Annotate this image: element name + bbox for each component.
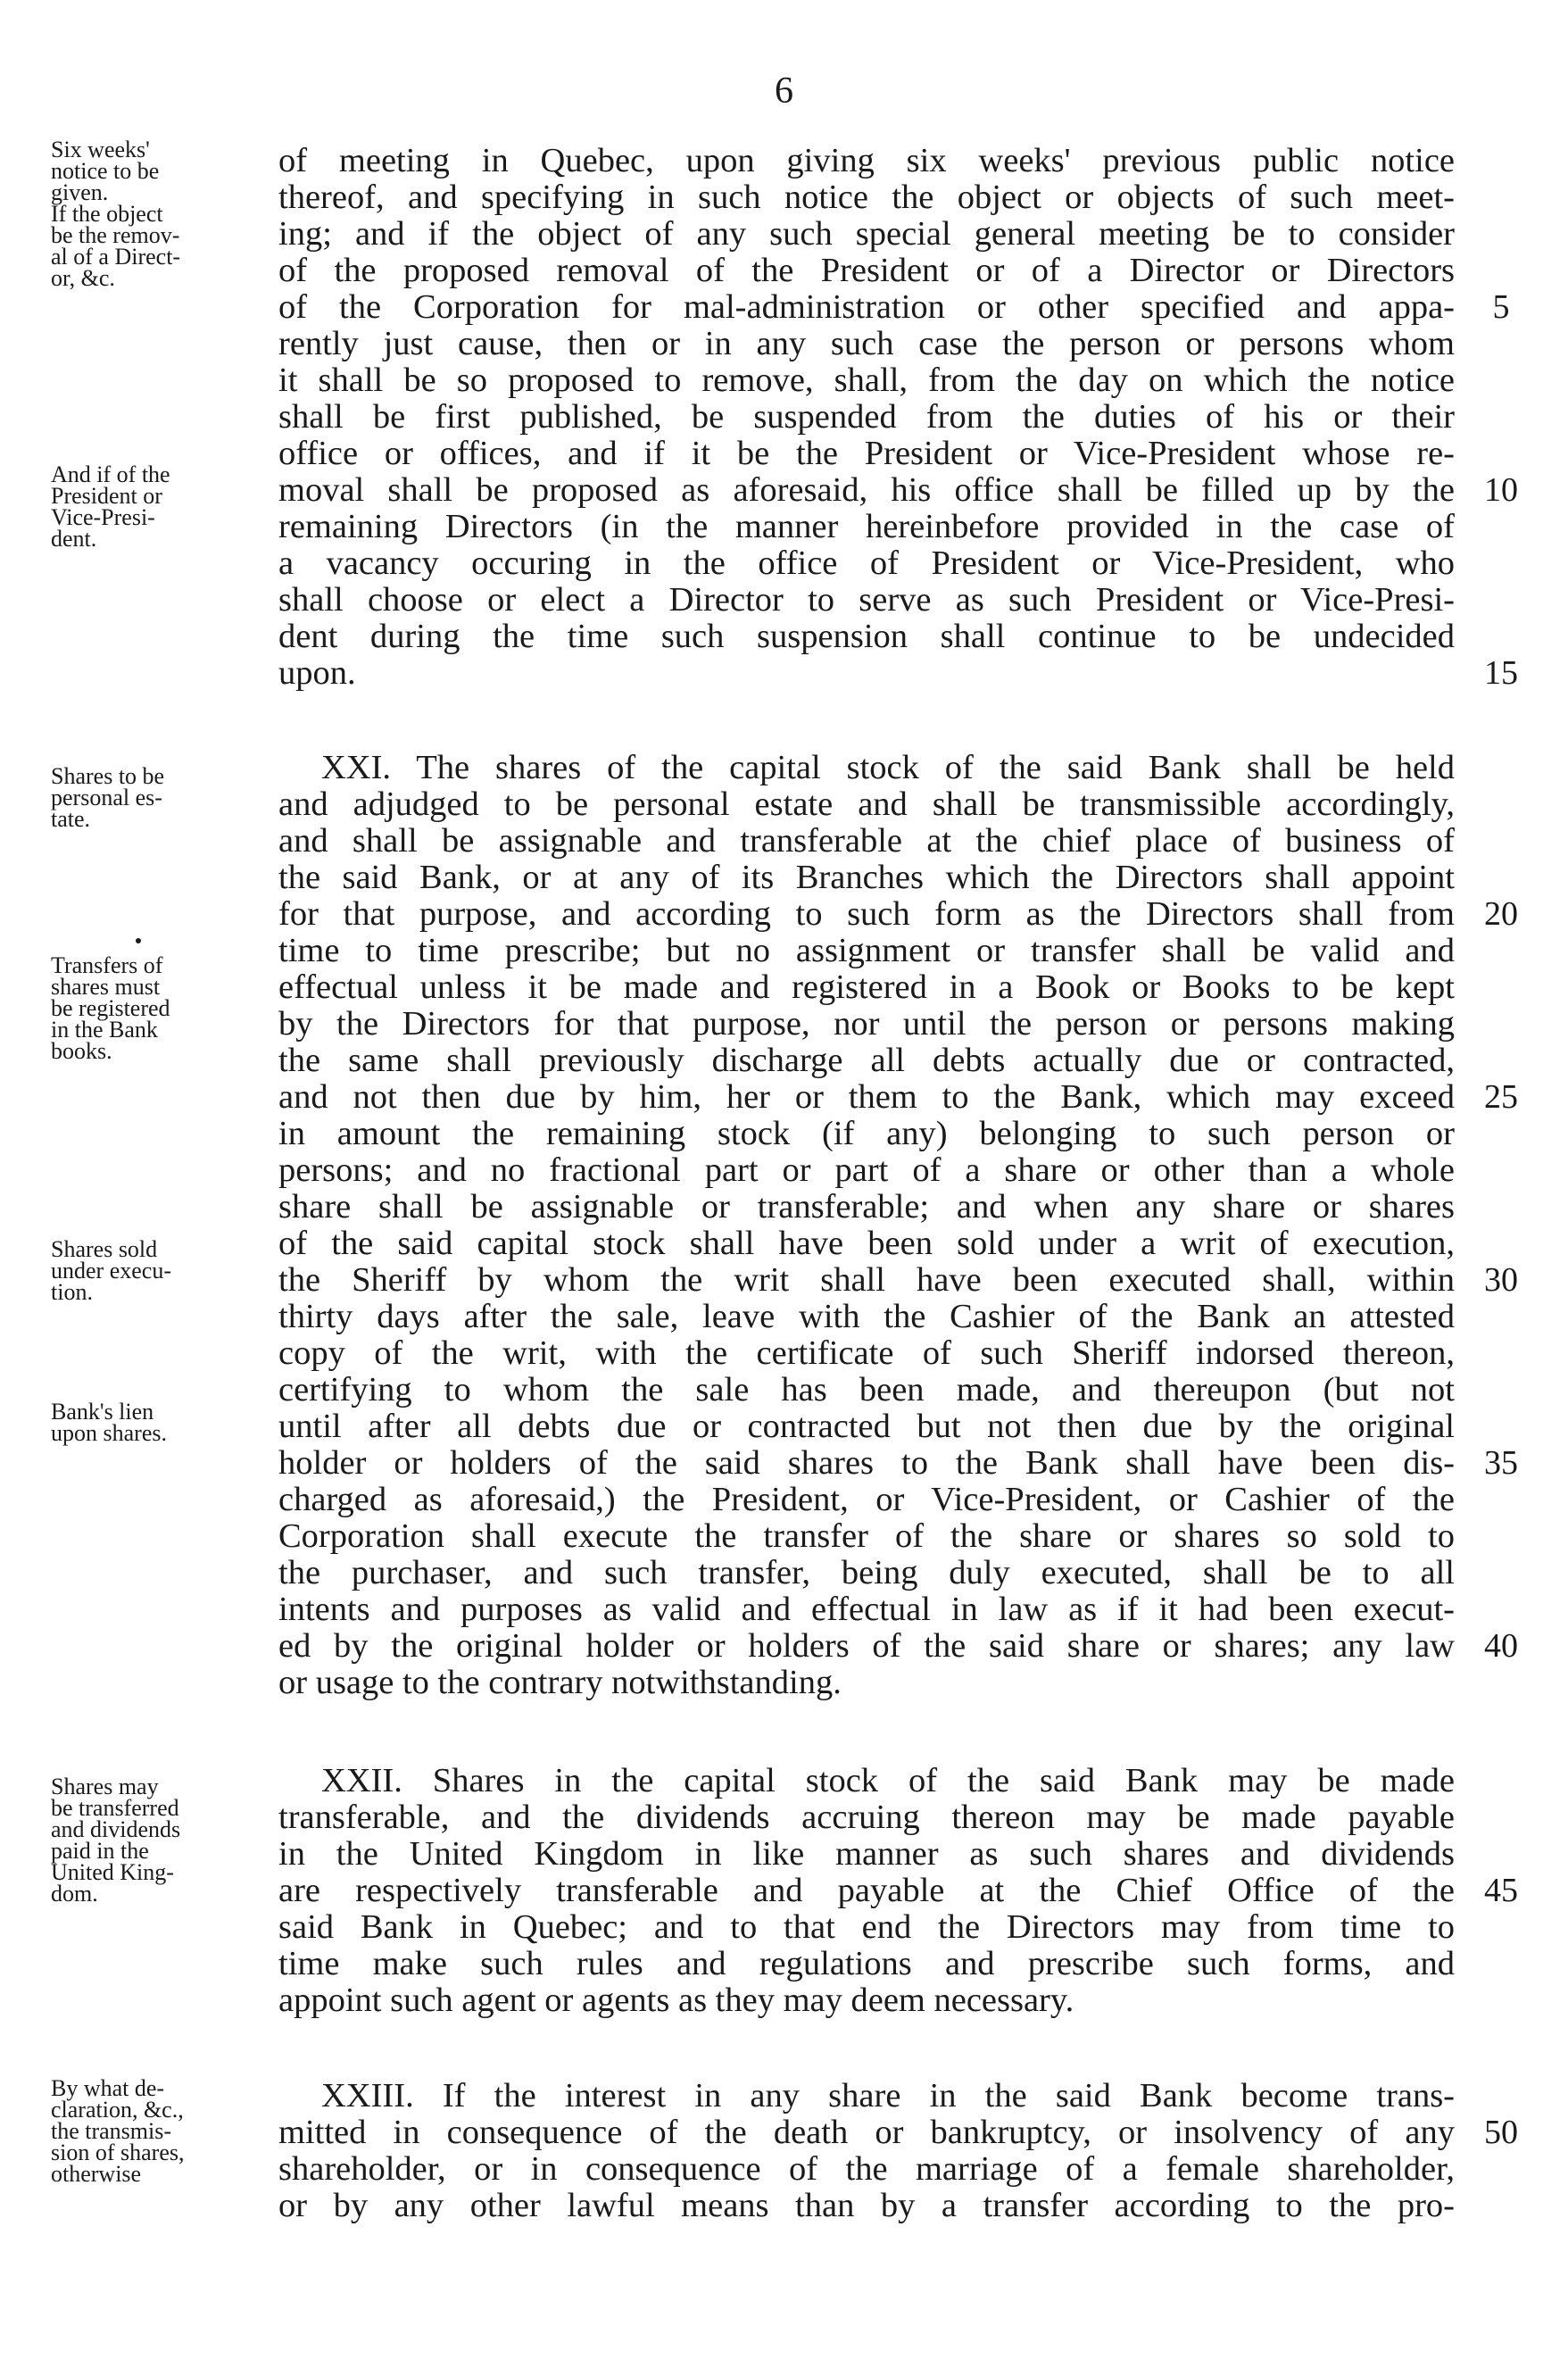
text-line: by the Directors for that purpose, nor until the person or persons making bbox=[278, 1005, 1455, 1043]
text-line: the same shall previously discharge all debts actually due or contracted, bbox=[278, 1042, 1455, 1079]
text-line: thereof, and specifying in such notice the object or objects of such meet- bbox=[278, 179, 1455, 216]
margin-note-line: under execu- bbox=[51, 1258, 171, 1284]
margin-note-transfers bbox=[51, 952, 272, 1064]
margin-note-transmission bbox=[51, 2075, 272, 2187]
stray-dot bbox=[136, 938, 141, 943]
margin-note-line: tion. bbox=[51, 1279, 93, 1305]
text-line: shall be first published, be suspended from the duties of his or their bbox=[278, 398, 1455, 436]
text-line: persons; and no fractional part or part of a share or other than a whole bbox=[278, 1151, 1455, 1189]
text-line: a vacancy occuring in the office of President or Vice-President, who bbox=[278, 544, 1455, 582]
text-line: appoint such agent or agents as they may deem necessary. bbox=[278, 1982, 1074, 2019]
margin-note-line: personal es- bbox=[51, 785, 162, 810]
text-line: are respectively transferable and payable at the Chief Office of the bbox=[278, 1872, 1455, 1909]
line-number: 10 bbox=[1484, 471, 1518, 509]
margin-note-line: be registered bbox=[51, 995, 170, 1021]
margin-note-line: notice to be bbox=[51, 158, 160, 184]
text-line: in the United Kingdom in like manner as such shares and dividends bbox=[278, 1835, 1455, 1873]
text-line: dent during the time such suspension shall continue to be undecided bbox=[278, 618, 1455, 655]
text-line: remaining Directors (in the manner hereinbefore provided in the case of bbox=[278, 508, 1455, 545]
margin-note-line: given. bbox=[51, 179, 109, 205]
text-line: share shall be assignable or transferable; and when any share or shares bbox=[278, 1188, 1455, 1226]
text-line: shareholder, or in consequence of the marriage of a female shareholder, bbox=[278, 2150, 1455, 2188]
text-line: office or offices, and if it be the President or Vice-President whose re- bbox=[278, 435, 1455, 472]
text-line: holder or holders of the said shares to the Bank shall have been dis- bbox=[278, 1444, 1455, 1482]
text-line: upon. bbox=[278, 654, 356, 692]
margin-note-line: President or bbox=[51, 483, 162, 509]
text-line: XXII. Shares in the capital stock of the said Bank may be made bbox=[321, 1762, 1455, 1799]
text-line: and shall be assignable and transferable at the chief place of business of bbox=[278, 822, 1455, 860]
margin-note-line: in the Bank bbox=[51, 1017, 158, 1043]
margin-note-line: al of a Direct- bbox=[51, 244, 181, 270]
margin-note-line: Bank's lien bbox=[51, 1399, 154, 1425]
margin-note-line: Shares sold bbox=[51, 1236, 158, 1262]
margin-note-line: Shares to be bbox=[51, 763, 165, 789]
text-line: the Sheriff by whom the writ shall have been executed shall, within bbox=[278, 1261, 1455, 1299]
text-line: mitted in consequence of the death or bankruptcy, or insolvency of any bbox=[278, 2114, 1455, 2151]
line-number: 25 bbox=[1484, 1078, 1518, 1116]
text-line: until after all debts due or contracted but not then due by the original bbox=[278, 1408, 1455, 1445]
margin-note-line: be transferred bbox=[51, 1795, 179, 1821]
margin-note-line: books. bbox=[51, 1038, 112, 1064]
margin-note-line: And if of the bbox=[51, 461, 170, 487]
margin-note-line: or, &c. bbox=[51, 265, 115, 291]
margin-note-line: be the remov- bbox=[51, 222, 180, 248]
margin-note-personal-estate bbox=[51, 763, 272, 832]
text-line: Corporation shall execute the transfer of the share or shares so sold to bbox=[278, 1517, 1455, 1555]
margin-note-line: United King- bbox=[51, 1859, 174, 1885]
margin-note-president bbox=[51, 461, 272, 552]
line-number: 50 bbox=[1484, 2114, 1518, 2151]
text-line: or by any other lawful means than by a transfer according to the pro- bbox=[278, 2187, 1455, 2224]
text-line: the said Bank, or at any of its Branches which the Directors shall appoint bbox=[278, 859, 1455, 896]
text-line: charged as aforesaid,) the President, or Vice-President, or Cashier of the bbox=[278, 1481, 1455, 1518]
text-line: for that purpose, and according to such form as the Directors shall from bbox=[278, 895, 1455, 933]
text-line: XXIII. If the interest in any share in the said Bank become trans- bbox=[321, 2077, 1455, 2115]
text-line: the purchaser, and such transfer, being duly executed, shall be to all bbox=[278, 1554, 1455, 1591]
text-line: said Bank in Quebec; and to that end the Directors may from time to bbox=[278, 1908, 1455, 1946]
text-line: thirty days after the sale, leave with the Cashier of the Bank an attested bbox=[278, 1298, 1455, 1335]
text-line: copy of the writ, with the certificate of such Sheriff indorsed thereon, bbox=[278, 1334, 1455, 1372]
text-line: transferable, and the dividends accruing thereon may be made payable bbox=[278, 1799, 1455, 1836]
text-line: shall choose or elect a Director to serve as such President or Vice-Presi- bbox=[278, 581, 1455, 619]
margin-note-line: Shares may bbox=[51, 1774, 159, 1799]
margin-note-line: If the object bbox=[51, 201, 163, 227]
text-line: and not then due by him, her or them to the Bank, which may exceed bbox=[278, 1078, 1455, 1116]
margin-note-line: upon shares. bbox=[51, 1420, 167, 1446]
text-line: and adjudged to be personal estate and shall be transmissible accordingly, bbox=[278, 785, 1455, 823]
line-number: 15 bbox=[1484, 654, 1518, 692]
margin-note-line: and dividends bbox=[51, 1816, 181, 1842]
margin-note-line: shares must bbox=[51, 974, 161, 1000]
margin-note-execution bbox=[51, 1236, 272, 1305]
text-line: time make such rules and regulations and prescribe such forms, and bbox=[278, 1945, 1455, 1982]
margin-note-bank-lien bbox=[51, 1401, 272, 1444]
page-number: 6 bbox=[775, 71, 793, 112]
margin-note-line: Six weeks' bbox=[51, 137, 150, 162]
line-number: 5 bbox=[1492, 288, 1510, 326]
margin-note-line: dent. bbox=[51, 526, 97, 552]
text-line: ing; and if the object of any such special general meeting be to consider bbox=[278, 215, 1455, 253]
text-line: in amount the remaining stock (if any) belonging to such person or bbox=[278, 1115, 1455, 1152]
text-line: ed by the original holder or holders of the said share or shares; any law bbox=[278, 1627, 1455, 1665]
line-number: 45 bbox=[1484, 1872, 1518, 1909]
margin-note-line: Transfers of bbox=[51, 952, 163, 978]
text-line: effectual unless it be made and registered in a Book or Books to be kept bbox=[278, 968, 1455, 1006]
text-line: of the said capital stock shall have been sold under a writ of execution, bbox=[278, 1225, 1455, 1262]
text-line: it shall be so proposed to remove, shall, from the day on which the notice bbox=[278, 361, 1455, 399]
margin-note-line: tate. bbox=[51, 806, 91, 832]
line-number: 35 bbox=[1484, 1444, 1518, 1482]
margin-note-line: dom. bbox=[51, 1881, 98, 1907]
text-line: time to time prescribe; but no assignment or transfer shall be valid and bbox=[278, 932, 1455, 969]
margin-note-united-kingdom bbox=[51, 1776, 272, 1905]
margin-note-line: By what de- bbox=[51, 2075, 165, 2101]
text-line: XXI. The shares of the capital stock of the said Bank shall be held bbox=[321, 749, 1455, 786]
margin-note-notice bbox=[51, 139, 272, 204]
margin-note-line: paid in the bbox=[51, 1838, 149, 1864]
margin-note-line: Vice-Presi- bbox=[51, 504, 155, 530]
margin-note-line: otherwise bbox=[51, 2161, 142, 2187]
line-number: 40 bbox=[1484, 1627, 1518, 1665]
margin-note-line: claration, &c., bbox=[51, 2097, 184, 2123]
text-line: of the Corporation for mal-administration or other specified and appa- bbox=[278, 288, 1455, 326]
margin-note-line: the transmis- bbox=[51, 2118, 172, 2144]
text-line: rently just cause, then or in any such case the person or persons whom bbox=[278, 325, 1455, 362]
text-line: intents and purposes as valid and effectual in law as if it had been execut- bbox=[278, 1591, 1455, 1628]
line-number: 30 bbox=[1484, 1261, 1518, 1299]
text-line: or usage to the contrary notwithstanding. bbox=[278, 1664, 842, 1701]
line-number: 20 bbox=[1484, 895, 1518, 933]
margin-note-removal bbox=[51, 201, 272, 291]
text-line: of the proposed removal of the President or of a Director or Directors bbox=[278, 252, 1455, 289]
text-line: of meeting in Quebec, upon giving six weeks' previous public notice bbox=[278, 142, 1455, 179]
text-line: certifying to whom the sale has been made, and thereupon (but not bbox=[278, 1371, 1455, 1408]
margin-note-line: sion of shares, bbox=[51, 2140, 185, 2165]
text-line: moval shall be proposed as aforesaid, his office shall be filled up by the bbox=[278, 471, 1455, 509]
